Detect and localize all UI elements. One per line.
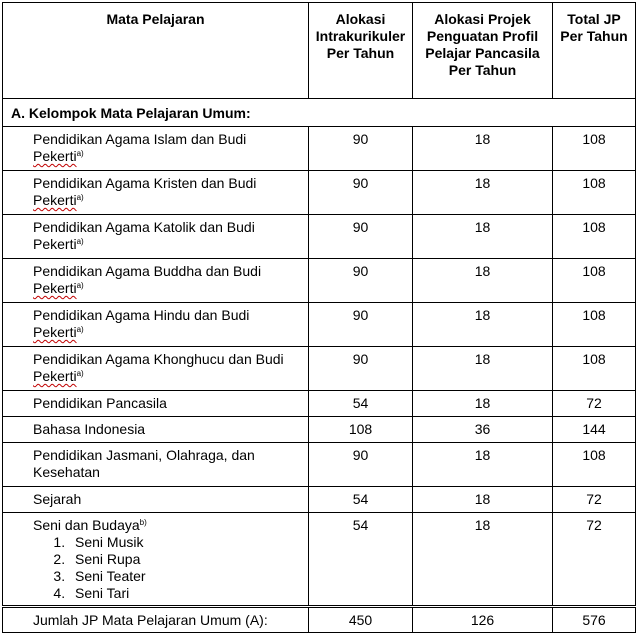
total-cell: 72 (553, 513, 636, 607)
projek-cell: 18 (413, 127, 553, 171)
table-row (3, 487, 636, 513)
list-item: 3. Seni Teater (69, 568, 300, 585)
total-cell: 108 (553, 259, 636, 303)
total-cell: 108 (553, 347, 636, 391)
seni-sublist (33, 534, 300, 602)
list-item: 4. Seni Tari (69, 585, 300, 602)
projek-cell: 126 (413, 607, 553, 633)
total-cell: 108 (553, 303, 636, 347)
subject-cell: Pendidikan Jasmani, Olahraga, dan Kesehatan (3, 443, 309, 487)
total-cell: 72 (553, 487, 636, 513)
subject-cell: Sejarah (3, 487, 309, 513)
subject-cell: Pendidikan Agama Khonghucu dan Budi Pekerti$^{a)}$ (3, 347, 309, 391)
total-cell: 108 (553, 215, 636, 259)
header-subject: Mata Pelajaran (3, 3, 309, 99)
table-row (3, 259, 636, 303)
intra-cell: 54 (309, 513, 413, 607)
group-row (3, 99, 636, 127)
subject-cell: Pendidikan Agama Buddha dan Budi Pekerti$^{a)}$ (3, 259, 309, 303)
table-row (3, 443, 636, 487)
list-item: 2. Seni Rupa (69, 551, 300, 568)
curriculum-table (2, 2, 636, 633)
projek-cell: 18 (413, 303, 553, 347)
total-label: Jumlah JP Mata Pelajaran Umum (A): (3, 607, 309, 633)
intra-cell: 90 (309, 171, 413, 215)
table-row (3, 303, 636, 347)
table-row (3, 417, 636, 443)
projek-cell: 18 (413, 171, 553, 215)
table-row (3, 347, 636, 391)
subject-cell: Pendidikan Agama Katolik dan Budi Pekerti$^{a)}$ (3, 215, 309, 259)
total-cell: 576 (553, 607, 636, 633)
table-row (3, 127, 636, 171)
intra-cell: 90 (309, 443, 413, 487)
table-row (3, 391, 636, 417)
header-total: Total JP Per Tahun (553, 3, 636, 99)
subject-cell: Pendidikan Pancasila (3, 391, 309, 417)
header-row (3, 3, 636, 99)
total-cell: 144 (553, 417, 636, 443)
table-row (3, 215, 636, 259)
list-item: 1. Seni Musik (69, 534, 300, 551)
total-row (3, 607, 636, 633)
table-row (3, 171, 636, 215)
projek-cell: 36 (413, 417, 553, 443)
intra-cell: 450 (309, 607, 413, 633)
projek-cell: 18 (413, 487, 553, 513)
projek-cell: 18 (413, 391, 553, 417)
intra-cell: 90 (309, 259, 413, 303)
subject-cell: Bahasa Indonesia (3, 417, 309, 443)
header-intrakurikuler: Alokasi Intrakurikuler Per Tahun (309, 3, 413, 99)
projek-cell: 18 (413, 259, 553, 303)
total-cell: 72 (553, 391, 636, 417)
projek-cell: 18 (413, 215, 553, 259)
projek-cell: 18 (413, 347, 553, 391)
intra-cell: 90 (309, 215, 413, 259)
intra-cell: 90 (309, 347, 413, 391)
subject-cell: Pendidikan Agama Islam dan Budi Pekerti$^{a)}$ (3, 127, 309, 171)
intra-cell: 108 (309, 417, 413, 443)
total-cell: 108 (553, 443, 636, 487)
intra-cell: 90 (309, 303, 413, 347)
intra-cell: 90 (309, 127, 413, 171)
table-row-seni (3, 513, 636, 607)
subject-cell: Pendidikan Agama Kristen dan Budi Pekerti$^{a)}$ (3, 171, 309, 215)
projek-cell: 18 (413, 443, 553, 487)
intra-cell: 54 (309, 487, 413, 513)
subject-cell: Pendidikan Agama Hindu dan Budi Pekerti$^{a)}$ (3, 303, 309, 347)
group-a-label: A. Kelompok Mata Pelajaran Umum: (3, 99, 636, 127)
header-projek: Alokasi Projek Penguatan Profil Pelajar Pancasila Per Tahun (413, 3, 553, 99)
total-cell: 108 (553, 171, 636, 215)
total-cell: 108 (553, 127, 636, 171)
intra-cell: 54 (309, 391, 413, 417)
projek-cell: 18 (413, 513, 553, 607)
subject-cell: Seni dan Budaya$^{b)}$ 1. Seni Musik 2. Seni Rupa 3. Seni Teater 4. Seni Tari (3, 513, 309, 607)
